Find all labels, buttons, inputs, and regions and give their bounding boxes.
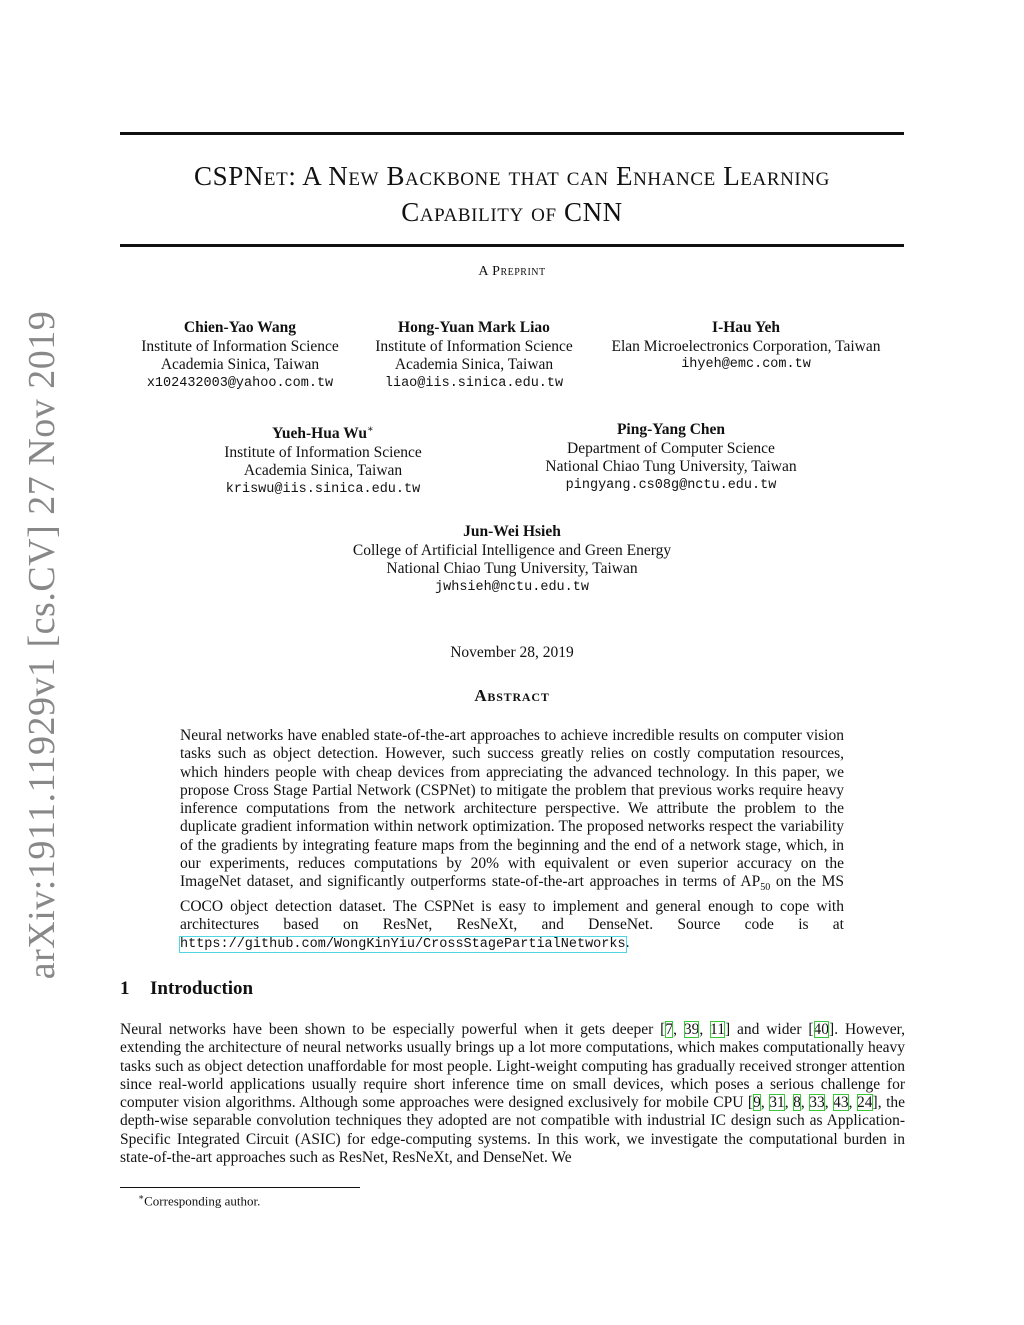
citation-link[interactable]: 40 <box>813 1021 830 1038</box>
citation-link[interactable]: 31 <box>769 1094 785 1112</box>
author-block <box>353 523 671 597</box>
preprint-label: A Preprint <box>478 264 546 279</box>
author-affiliation: Elan Microelectronics Corporation, Taiwan <box>611 337 881 355</box>
footnote <box>138 1192 260 1209</box>
author-email: pingyang.cs08g@nctu.edu.tw <box>565 477 777 493</box>
citation-link[interactable]: 43 <box>833 1094 849 1112</box>
author-affiliation: Institute of Information Science <box>375 337 573 355</box>
arxiv-stamp: arXiv:1911.11929v1 [cs.CV] 27 Nov 2019 <box>21 310 63 980</box>
section-heading-introduction <box>120 978 253 1000</box>
title-rule-bottom <box>120 244 904 247</box>
title-line-1: CSPNet: A New Backbone that can Enhance Learning <box>193 161 830 191</box>
author-affiliation: Academia Sinica, Taiwan <box>243 462 403 480</box>
author-name: I-Hau Yeh <box>712 319 780 336</box>
ap-subscript: 50 <box>760 882 771 894</box>
author-affiliation: College of Artificial Intelligence and Green Energy <box>352 541 672 559</box>
abstract-heading: Abstract <box>474 686 550 705</box>
citation-link[interactable]: 33 <box>809 1094 825 1112</box>
citation-link[interactable]: 7 <box>665 1021 674 1038</box>
citation-link[interactable]: 39 <box>683 1021 700 1038</box>
title-line-2: Capability of CNN <box>401 197 623 227</box>
author-email: jwhsieh@nctu.edu.tw <box>435 579 589 595</box>
author-email: ihyeh@emc.com.tw <box>681 357 811 372</box>
author-name: Jun-Wei Hsieh <box>463 523 561 540</box>
author-name: Ping-Yang Chen <box>616 421 726 438</box>
author-affiliation: Academia Sinica, Taiwan <box>160 356 320 373</box>
author-block <box>375 319 573 393</box>
paper-title <box>120 158 904 230</box>
citation-link[interactable]: 9 <box>753 1094 761 1112</box>
author-email: kriswu@iis.sinica.edu.tw <box>225 481 421 497</box>
author-affiliation: Institute of Information Science <box>141 337 339 355</box>
footnote-text: Corresponding author. <box>144 1193 261 1209</box>
publication-date: November 28, 2019 <box>450 644 574 661</box>
footnote-rule <box>120 1187 360 1188</box>
title-rule-top <box>120 132 904 135</box>
author-affiliation: Department of Computer Science <box>567 439 775 457</box>
author-affiliation: National Chiao Tung University, Taiwan <box>545 458 797 475</box>
author-block <box>545 421 796 495</box>
author-affiliation: National Chiao Tung University, Taiwan <box>386 560 638 577</box>
author-block <box>612 319 881 375</box>
citation-link[interactable]: 8 <box>793 1094 801 1112</box>
citation-link[interactable]: 24 <box>857 1094 873 1112</box>
footnote-mark: ∗ <box>138 1192 145 1202</box>
citation-link[interactable]: 11 <box>710 1021 725 1038</box>
abstract-text: Neural networks have enabled state-of-the-art approaches to achieve incredible results on computer vision tasks such as object detection. However, such success greatly relies on costly computation resources, which hinders people with cheap devices from appreciating the advanced technology. In this paper, we propose Cross Stage Partial Network (CSPNet) to mitigate the problem that previous works require heavy inference computations from the network architecture perspective. We attribute the problem to the duplicate gradient information within network optimization. The proposed networks respect the variability of the gradients by integrating feature maps from the beginning and the end of a network stage, which, in our experiments, reduces computations by 20% with equivalent or even superior accuracy on the ImageNet dataset, and significantly outperforms state-of-the-art approaches in terms of $AP_{50}$ on the MS COCO object detection dataset. The CSPNet is easy to implement and general enough to cope with architectures based on ResNet, ResNeXt, and DenseNet. Source code is at https://github.com/WongKinYiu/CrossStagePartialNetworks. <box>180 727 844 953</box>
corresponding-mark: ∗ <box>367 424 374 435</box>
author-name: Hong-Yuan Mark Liao <box>398 319 550 336</box>
author-affiliation: Academia Sinica, Taiwan <box>394 356 554 373</box>
section-number: 1 <box>120 978 130 999</box>
introduction-text: Neural networks have been shown to be especially powerful when it gets deeper [7, 39, 11] and wider [40]. However, extending the architecture of neural networks usually brings up a lot more computations, which makes computationally heavy tasks such as object detection unaffordable for most people. Light-weight computing has gradually received stronger attention since real-world applications usually require short inference time on small devices, which poses a serious challenge for computer vision algorithms. Although some approaches were designed exclusively for mobile CPU [9, 31, 8, 33, 43, 24], the depth-wise separable convolution techniques they adopted are not compatible with industrial IC design such as Application-Specific Integrated Circuit (ASIC) for edge-computing systems. In this work, we investigate the computational burden in state-of-the-art approaches such as ResNet, ResNeXt, and DenseNet. We <box>120 1021 906 1167</box>
author-block <box>141 319 339 393</box>
author-name: Chien-Yao Wang <box>183 319 297 336</box>
author-email: liao@iis.sinica.edu.tw <box>384 375 564 391</box>
author-email: x102432003@yahoo.com.tw <box>146 375 334 391</box>
author-affiliation: Institute of Information Science <box>224 443 422 461</box>
section-title: Introduction <box>150 978 254 999</box>
author-name: Yueh-Hua Wu∗ <box>272 424 374 443</box>
source-code-link[interactable]: https://github.com/WongKinYiu/CrossStagePartialNetworks <box>180 937 626 953</box>
author-block <box>224 421 422 499</box>
